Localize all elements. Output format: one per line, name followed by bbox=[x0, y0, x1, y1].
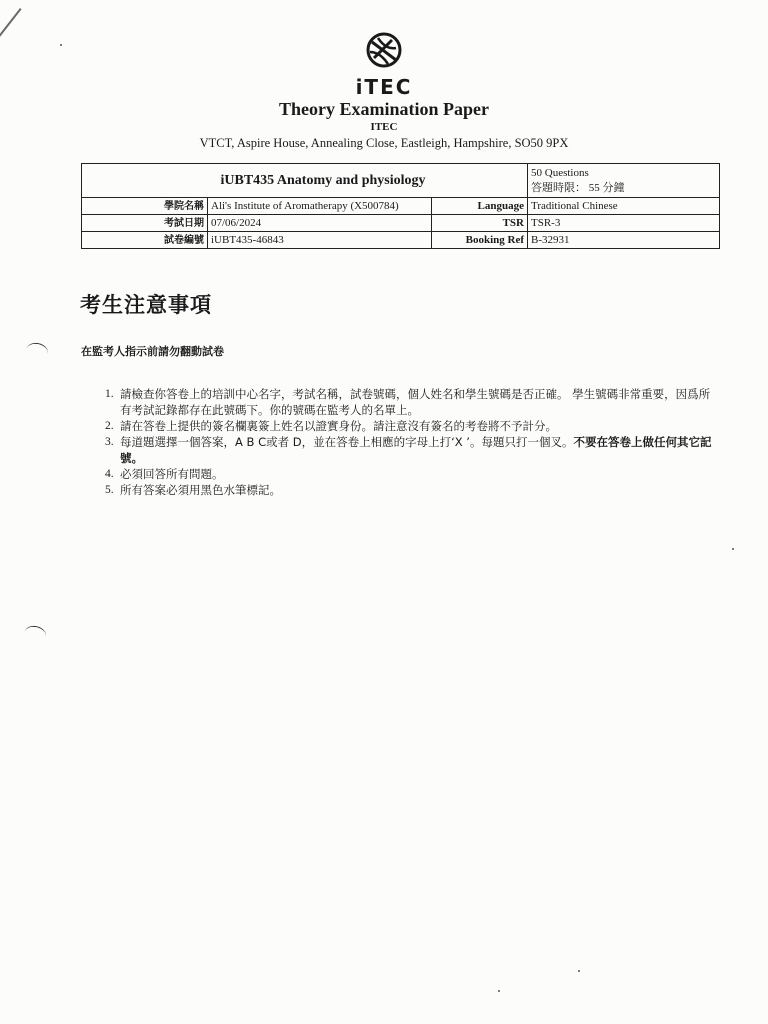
language-value: Traditional Chinese bbox=[528, 198, 720, 215]
booking-ref-value: B-32931 bbox=[528, 232, 720, 249]
table-row bbox=[82, 232, 720, 249]
exam-date-value: 07/06/2024 bbox=[208, 215, 432, 232]
organisation-address: VTCT, Aspire House, Annealing Close, Eastleigh, Hampshire, SO50 9PX bbox=[199, 136, 569, 150]
table-row bbox=[82, 215, 720, 232]
question-count: 50 Questions bbox=[531, 166, 589, 179]
item-emphasis: 不要在答卷上做任何其它記號。 bbox=[120, 435, 712, 465]
tsr-label: TSR bbox=[432, 215, 528, 232]
list-item bbox=[105, 482, 715, 498]
punch-hole-mark bbox=[24, 341, 49, 362]
table-row bbox=[82, 198, 720, 215]
list-item bbox=[105, 466, 715, 482]
list-item bbox=[105, 386, 715, 418]
scan-speck bbox=[498, 990, 500, 992]
item-number: 3. bbox=[105, 436, 114, 448]
scan-speck bbox=[732, 548, 734, 550]
item-text: 每道題選擇一個答案，A B C或者 D，並在答卷上相應的字母上打‘X ’。每題只打一個叉。 bbox=[120, 435, 574, 449]
exam-date-label: 考試日期 bbox=[82, 215, 208, 232]
notes-subheading: 在監考人指示前請勿翻動試卷 bbox=[81, 345, 224, 358]
item-text: 必須回答所有問題。 bbox=[120, 467, 224, 481]
paper-title: Theory Examination Paper bbox=[279, 99, 489, 119]
globe-logo-icon bbox=[364, 30, 404, 70]
tsr-value: TSR-3 bbox=[528, 215, 720, 232]
course-title: iUBT435 Anatomy and physiology bbox=[82, 164, 528, 198]
paper-number-label: 試卷編號 bbox=[82, 232, 208, 249]
paper-number-value: iUBT435-46843 bbox=[208, 232, 432, 249]
item-number: 2. bbox=[105, 420, 114, 432]
list-item bbox=[105, 418, 715, 434]
exam-duration: 答題時限： 55 分鐘 bbox=[531, 181, 625, 194]
booking-ref-label: Booking Ref bbox=[432, 232, 528, 249]
punch-hole-mark bbox=[22, 624, 47, 645]
exam-meta-cell bbox=[528, 164, 720, 198]
centre-name-label: 學院名稱 bbox=[82, 198, 208, 215]
item-number: 5. bbox=[105, 484, 114, 496]
logo-wordmark: iTEC bbox=[355, 75, 413, 99]
item-text: 所有答案必須用黑色水筆標記。 bbox=[120, 483, 281, 497]
item-text: 請在答卷上提供的簽名欄裏簽上姓名以證實身份。請注意沒有簽名的考卷將不予計分。 bbox=[120, 419, 557, 433]
organisation-name: ITEC bbox=[370, 121, 398, 133]
instructions-list bbox=[105, 386, 715, 498]
exam-details-table bbox=[81, 163, 720, 249]
language-label: Language bbox=[432, 198, 528, 215]
item-text: 請檢查你答卷上的培訓中心名字，考試名稱，試卷號碼，個人姓名和學生號碼是否正確。 學生號碼非常重要，因爲所有考試記錄都存在此號碼下。你的號碼在監考人的名單上。 bbox=[120, 387, 711, 417]
item-number: 4. bbox=[105, 468, 114, 480]
list-item bbox=[105, 434, 715, 466]
item-number: 1. bbox=[105, 388, 114, 400]
table-row bbox=[82, 164, 720, 198]
notes-heading: 考生注意事項 bbox=[80, 293, 212, 317]
itec-logo bbox=[0, 30, 768, 98]
scan-speck bbox=[578, 970, 580, 972]
centre-name-value: Ali's Institute of Aromatherapy (X500784) bbox=[208, 198, 432, 215]
